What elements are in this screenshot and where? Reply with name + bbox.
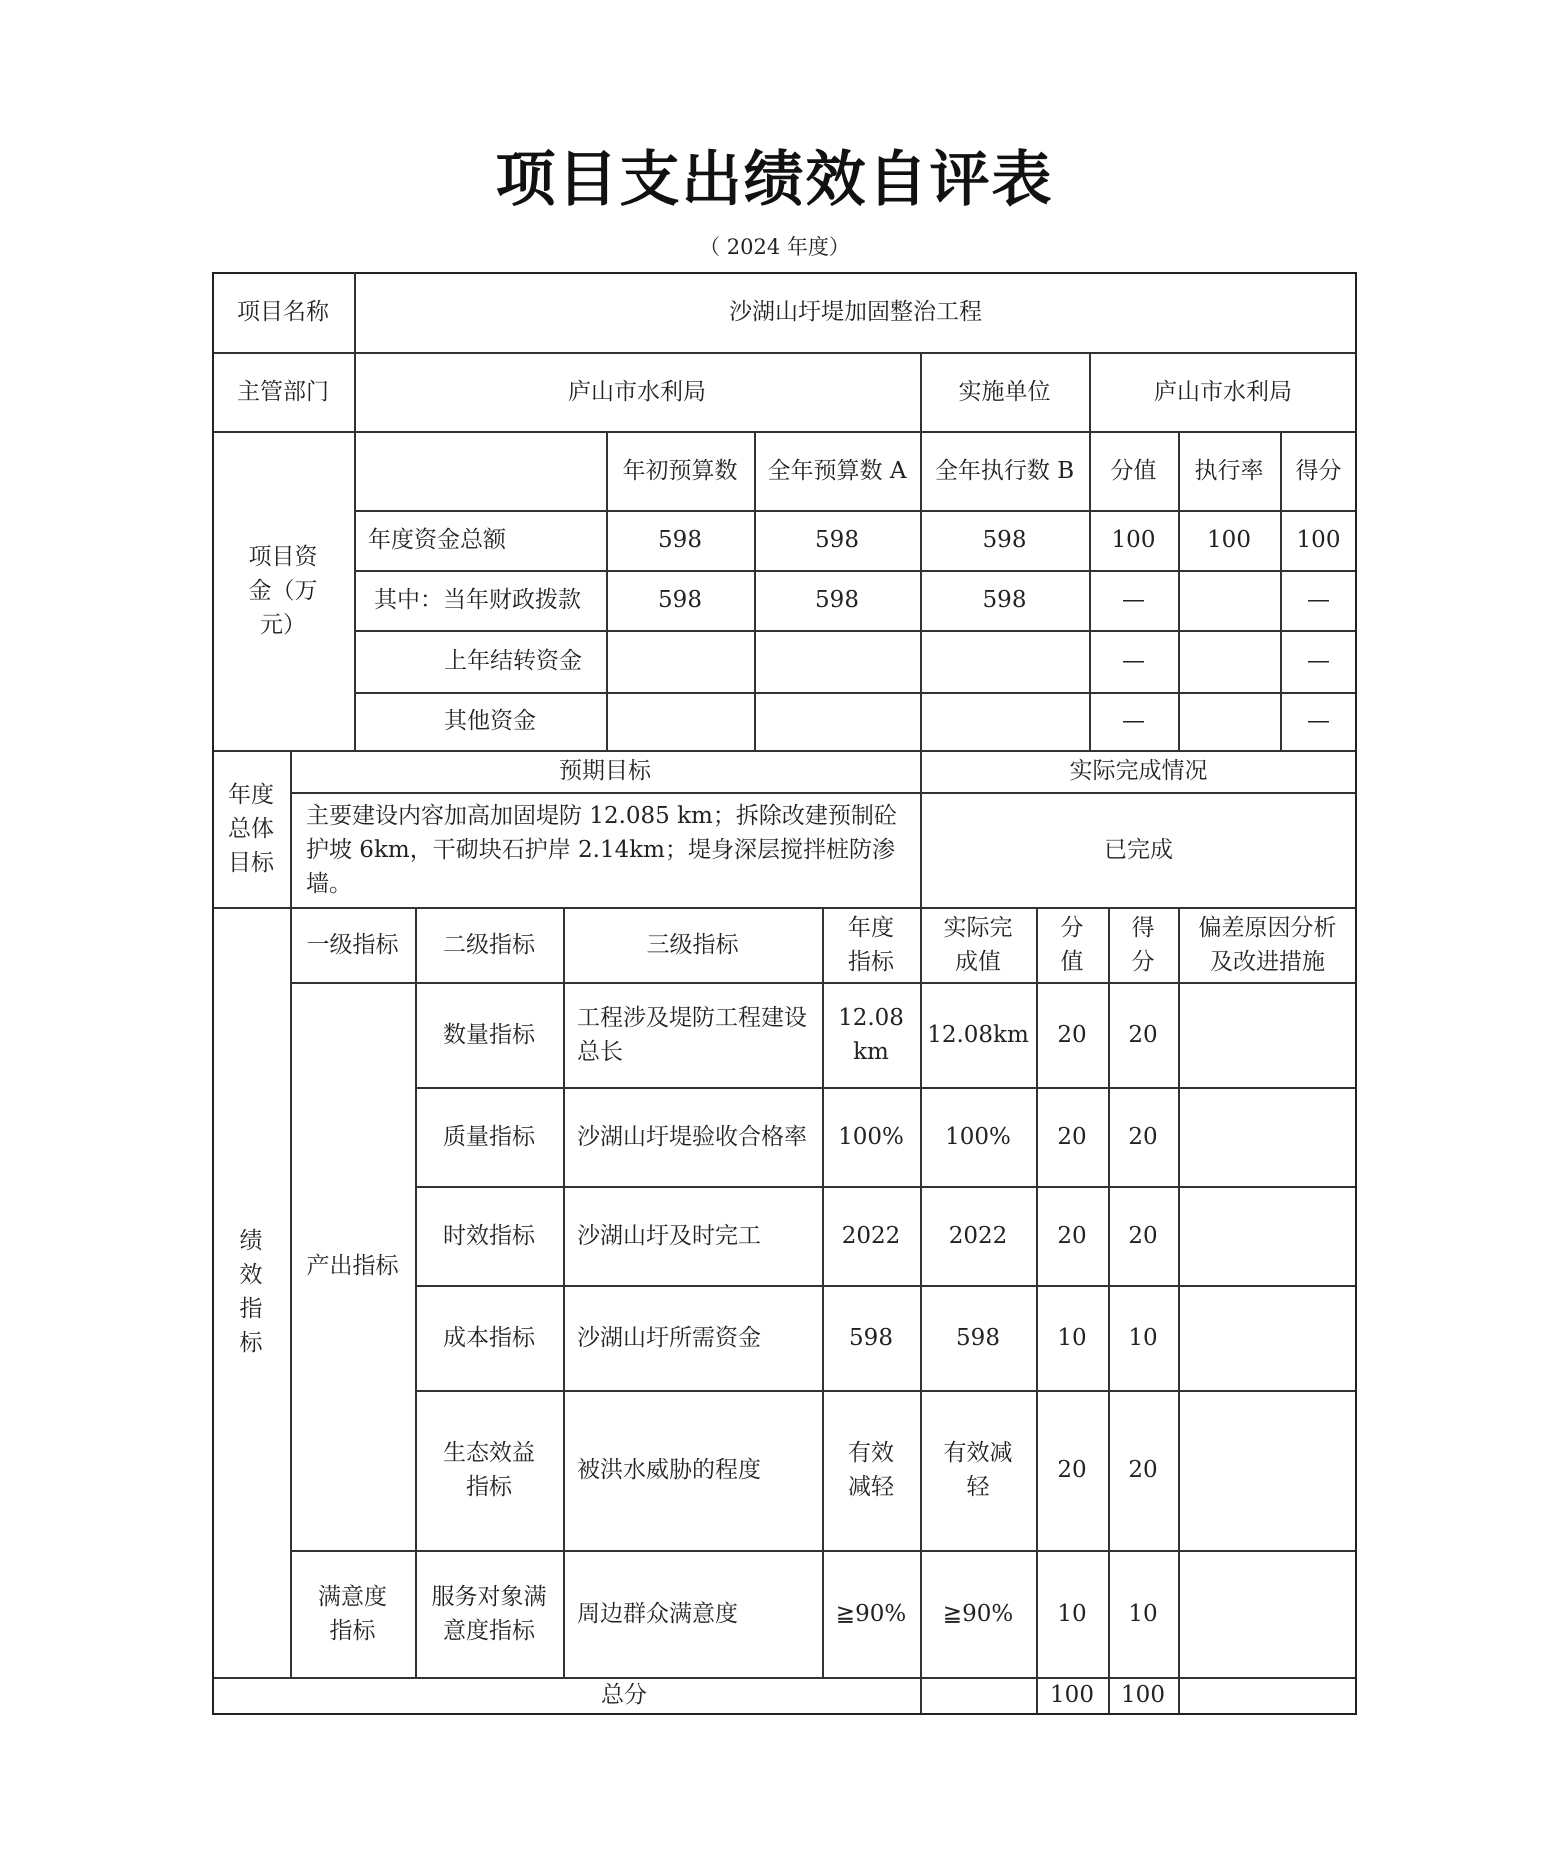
funds-row-exec: 598 [982,527,1027,553]
perf-deviation [1178,1285,1357,1390]
col-level2: 二级指标 [443,931,535,958]
perf-score: 10 [1128,1600,1158,1627]
perf-deviation [1178,1390,1357,1550]
funds-row-initial: 598 [658,527,702,553]
satisfaction-indicator-label: 满意度指标 [318,1583,387,1644]
funds-row-exec [920,630,1089,692]
col-deviation: 偏差原因分析及改进措施 [1198,914,1337,975]
perf-actual: 12.08km [927,1021,1029,1048]
evaluation-table [212,272,1357,1715]
perf-level2: 服务对象满意度指标 [431,1583,547,1644]
perf-label: 绩效指标 [239,1228,263,1356]
perf-target: 有效减轻 [848,1440,894,1500]
funds-row-label: 其中：当年财政拨款 [374,587,581,613]
expected-goal-header: 预期目标 [559,758,651,784]
funds-row-initial [606,630,754,692]
funds-row-score-value: — [1122,587,1145,613]
funds-row-budget: 598 [815,527,859,553]
total-score-value: 100 [1050,1682,1094,1708]
perf-deviation [1178,1550,1357,1677]
funds-row-score-value: — [1122,708,1145,734]
perf-score-value: 20 [1057,1222,1087,1249]
dept-label: 主管部门 [237,378,329,405]
perf-score: 20 [1128,1457,1158,1483]
output-indicator-label: 产出指标 [306,1253,399,1279]
perf-score-value: 10 [1057,1324,1087,1351]
perf-actual: 有效减轻 [943,1440,1013,1500]
perf-level3: 沙湖山圩堤验收合格率 [577,1123,807,1150]
funds-row-exec-rate [1178,630,1280,692]
perf-actual: 100% [945,1123,1011,1150]
perf-level2: 成本指标 [443,1324,535,1351]
funds-row-score-value: — [1122,648,1145,674]
project-name: 沙湖山圩堤加固整治工程 [729,299,982,325]
impl-value: 庐山市水利局 [1154,378,1292,405]
funds-row-label: 年度资金总额 [368,527,506,553]
col-actual-value: 实际完成值 [943,914,1013,975]
perf-level2: 时效指标 [443,1222,535,1249]
col-level1: 一级指标 [306,931,399,958]
col-score: 得分 [1295,457,1342,484]
perf-actual: 2022 [948,1222,1008,1249]
perf-level3: 工程涉及堤防工程建设总长 [577,1004,807,1065]
funds-row-label: 其他资金 [444,708,536,734]
perf-score: 20 [1128,1123,1158,1150]
perf-score-value: 20 [1057,1123,1087,1150]
perf-score-value: 20 [1057,1457,1087,1483]
total-score: 100 [1121,1682,1165,1708]
col-annual-exec: 全年执行数 B [934,457,1075,484]
perf-level3: 被洪水威胁的程度 [577,1457,761,1483]
funds-row-exec-rate: 100 [1207,527,1251,553]
funds-label: 项目资金（万元） [248,543,318,638]
col-exec-rate: 执行率 [1194,457,1264,484]
funds-row-initial: 598 [658,587,702,613]
actual-goal-header: 实际完成情况 [1069,758,1208,784]
perf-level2: 数量指标 [443,1021,535,1048]
perf-target: 100% [838,1123,904,1150]
perf-deviation [1178,1087,1357,1186]
perf-level2: 生态效益指标 [443,1440,535,1500]
perf-score: 10 [1128,1324,1158,1351]
col-level3: 三级指标 [646,931,739,958]
perf-deviation [1178,982,1357,1087]
impl-label: 实施单位 [958,378,1051,405]
funds-row-exec-rate [1178,692,1280,750]
col-perf-score: 得分 [1131,914,1155,975]
perf-target: ≧90% [835,1600,907,1627]
col-initial-budget: 年初预算数 [622,457,738,484]
document-title: 项目支出绩效自评表 [495,145,1054,215]
actual-goal: 已完成 [1104,836,1173,863]
dept-value: 庐山市水利局 [568,378,706,405]
funds-row-initial [606,692,754,750]
funds-row-label: 上年结转资金 [444,648,582,674]
perf-level3: 沙湖山圩及时完工 [577,1222,761,1249]
funds-row-budget [754,630,920,692]
funds-row-score: — [1307,648,1330,674]
perf-target: 2022 [841,1222,901,1249]
col-annual-budget: 全年预算数 A [767,457,907,484]
perf-score-value: 10 [1057,1600,1087,1627]
perf-score: 20 [1128,1222,1158,1249]
funds-row-exec-rate [1178,570,1280,630]
perf-level3: 周边群众满意度 [577,1600,738,1627]
perf-score: 20 [1128,1021,1158,1048]
funds-row-budget: 598 [815,587,859,613]
perf-actual: 598 [956,1324,1000,1351]
perf-level2: 质量指标 [443,1123,535,1150]
col-annual-target: 年度指标 [848,914,894,975]
expected-goal: 主要建设内容加高加固堤防 12.085 km；拆除改建预制砼护坡 6km，干砌块石护岸 2.14km；堤身深层搅拌桩防渗墙。 [306,802,897,897]
goals-label: 年度总体目标 [228,781,274,876]
funds-row-budget [754,692,920,750]
perf-score-value: 20 [1057,1021,1087,1048]
perf-actual: ≧90% [942,1600,1014,1627]
funds-row-exec [920,692,1089,750]
project-name-label: 项目名称 [237,299,329,325]
funds-row-score-value: 100 [1111,527,1156,553]
funds-row-score: 100 [1296,527,1341,553]
perf-deviation [1178,1186,1357,1285]
perf-target: 12.08 km [838,1004,904,1065]
perf-level3: 沙湖山圩所需资金 [577,1324,761,1351]
funds-row-score: — [1307,708,1330,734]
funds-row-exec: 598 [982,587,1027,613]
perf-target: 598 [849,1324,893,1351]
total-label: 总分 [601,1682,647,1708]
col-score-value: 分值 [1110,457,1157,484]
funds-row-score: — [1307,587,1330,613]
col-perf-score-value: 分值 [1060,914,1084,975]
document-year: （ 2024 年度） [699,235,850,259]
